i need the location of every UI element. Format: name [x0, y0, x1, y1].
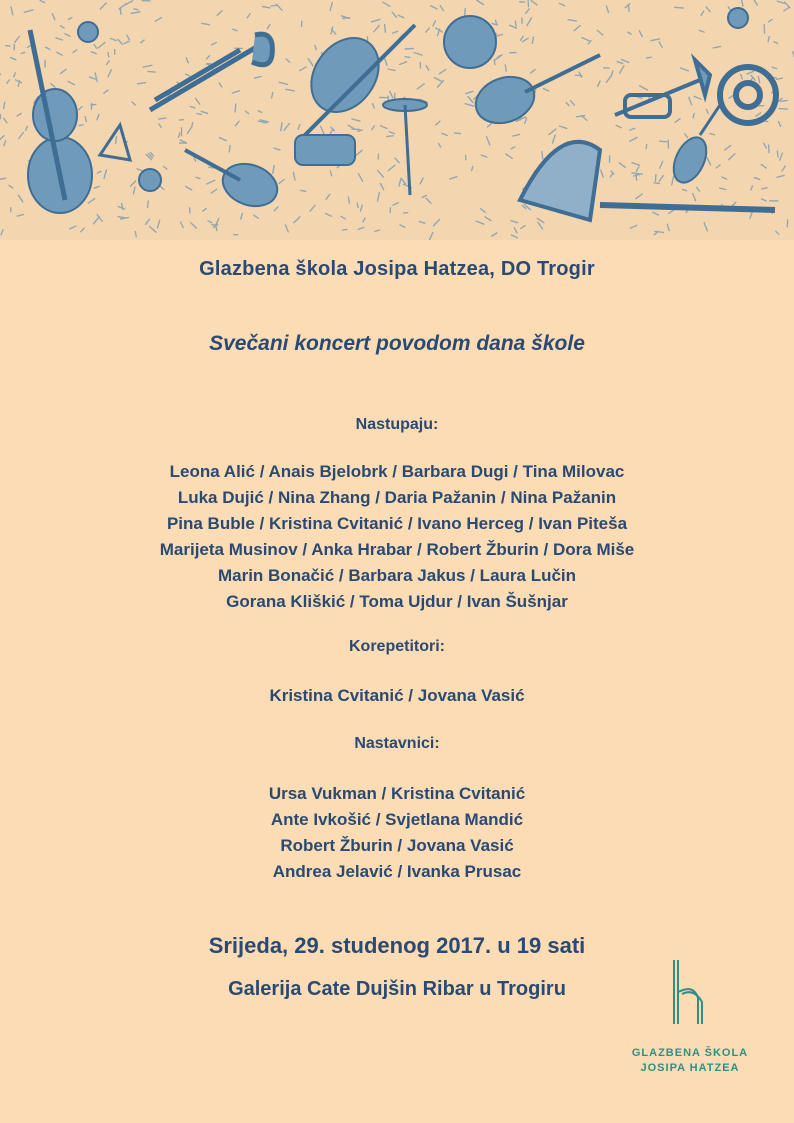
teachers-list	[0, 781, 794, 885]
texture-dash	[348, 197, 349, 203]
performers-heading: Nastupaju:	[355, 416, 439, 433]
texture-dash	[646, 144, 647, 148]
school-logo	[620, 958, 760, 1083]
accompanists-line: Kristina Cvitanić / Jovana Vasić	[269, 686, 525, 705]
texture-dash	[387, 136, 393, 137]
texture-dash	[405, 57, 410, 58]
texture-dash	[542, 152, 543, 159]
performers-line: Leona Alić / Anais Bjelobrk / Barbara Dugi / Tina Milovac	[169, 462, 625, 481]
texture-dash	[675, 7, 684, 8]
event-venue: Galerija Cate Dujšin Ribar u Trogiru	[228, 978, 566, 1000]
texture-dash	[301, 190, 306, 191]
performers-line: Marijeta Musinov / Anka Hrabar / Robert Žburin / Dora Miše	[159, 540, 635, 559]
texture-dash	[404, 213, 408, 214]
texture-dash	[190, 208, 191, 213]
texture-dash	[4, 102, 5, 108]
texture-dash	[0, 115, 1, 119]
texture-dash	[405, 49, 413, 50]
texture-dash	[655, 231, 664, 232]
texture-dash	[120, 8, 121, 14]
performers-line: Luka Dujić / Nina Zhang / Daria Pažanin / Nina Pažanin	[177, 488, 617, 507]
performers-list	[0, 459, 794, 615]
texture-dash	[197, 114, 202, 115]
texture-dash	[357, 203, 358, 207]
texture-dash	[148, 201, 149, 208]
texture-dash	[135, 232, 136, 237]
texture-dash	[515, 21, 516, 26]
texture-dash	[465, 8, 466, 16]
texture-dash	[216, 226, 217, 231]
accompanists-heading: Korepetitori:	[349, 638, 445, 655]
accompanists-list	[0, 683, 794, 709]
texture-dash	[385, 25, 386, 33]
texture-dash	[654, 183, 659, 184]
drum-icon	[295, 135, 355, 165]
texture-dash	[235, 104, 236, 112]
school-name: Glazbena škola Josipa Hatzea, DO Trogir	[199, 258, 595, 280]
texture-dash	[779, 109, 787, 110]
texture-dash	[660, 141, 667, 142]
texture-dash	[655, 175, 656, 182]
performers-line: Gorana Kliškić / Toma Ujdur / Ivan Šušnjar	[226, 592, 568, 611]
logo-text-line1: GLAZBENA ŠKOLA	[631, 1047, 749, 1059]
performers-line: Pina Buble / Kristina Cvitanić / Ivano Herceg / Ivan Piteša	[166, 514, 628, 533]
disc-icon	[444, 16, 496, 68]
texture-dash	[134, 9, 138, 10]
texture-dash	[229, 146, 230, 152]
event-title: Svečani koncert povodom dana škole	[209, 332, 585, 355]
instruments-banner	[0, 0, 794, 240]
logo-text-line2: JOSIPA HATZEA	[640, 1062, 740, 1074]
h-letter-logo-icon	[668, 958, 712, 1030]
teachers-line: Andrea Jelavić / Ivanka Prusac	[272, 862, 522, 881]
texture-dash	[769, 145, 770, 153]
texture-dash	[629, 6, 630, 11]
event-date-time: Srijeda, 29. studenog 2017. u 19 sati	[208, 933, 586, 958]
texture-dash	[636, 174, 637, 180]
texture-dash	[148, 71, 155, 72]
texture-dash	[777, 151, 778, 157]
teachers-line: Robert Žburin / Jovana Vasić	[280, 836, 514, 855]
texture-dash	[647, 57, 652, 58]
teachers-heading: Nastavnici:	[354, 735, 440, 752]
teachers-line: Ursa Vukman / Kristina Cvitanić	[268, 784, 526, 803]
texture-dash	[79, 125, 83, 126]
texture-dash	[108, 53, 109, 57]
teachers-line: Ante Ivkošić / Svjetlana Mandić	[270, 810, 524, 829]
texture-dash	[271, 5, 277, 6]
texture-dash	[780, 100, 787, 101]
performers-line: Marin Bonačić / Barbara Jakus / Laura Lučin	[217, 566, 577, 585]
texture-dash	[116, 137, 117, 144]
